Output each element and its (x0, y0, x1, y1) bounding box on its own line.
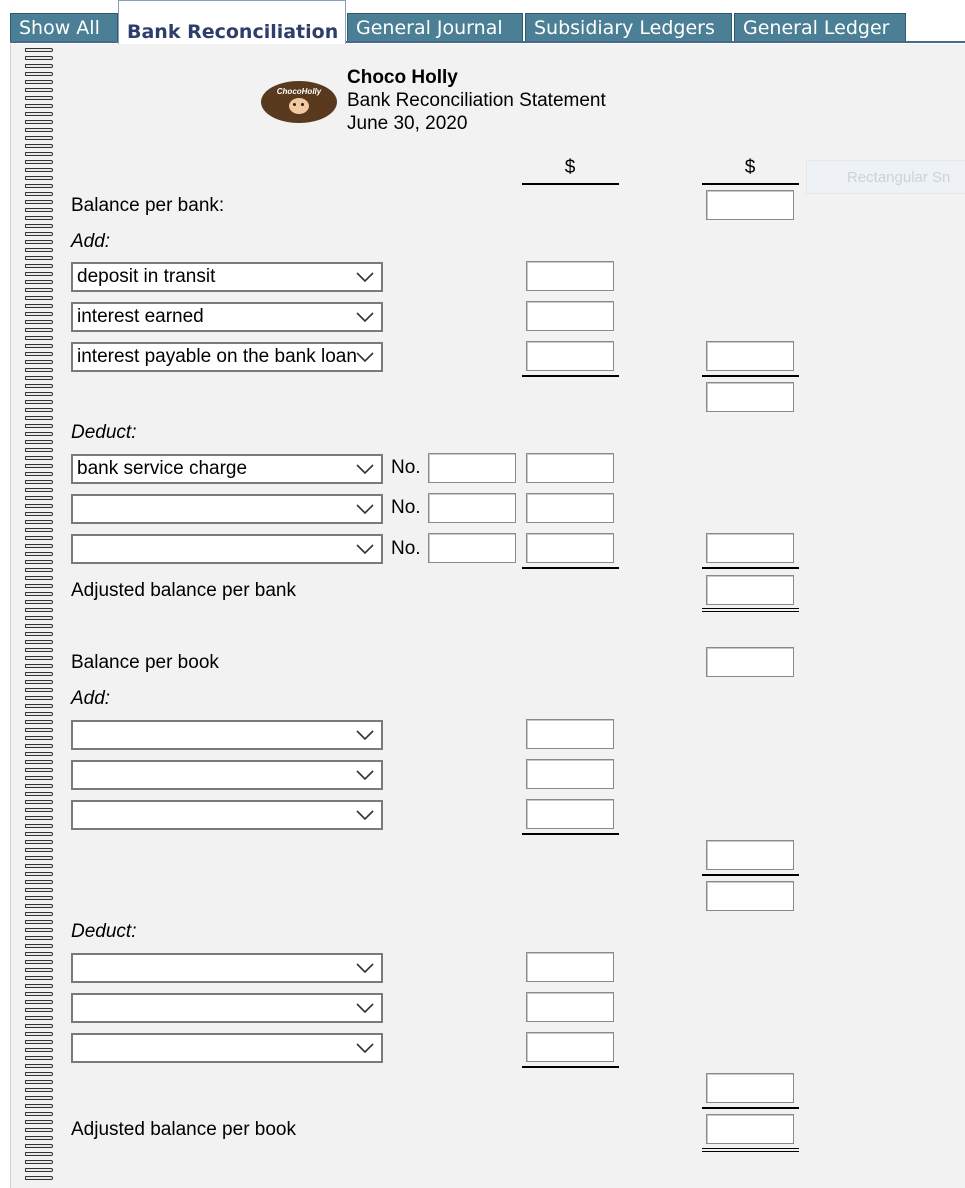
spiral-coil (25, 64, 53, 68)
spiral-coil (25, 128, 53, 132)
spiral-coil (25, 1160, 53, 1164)
logo-mascot-icon (289, 98, 309, 114)
spiral-coil (25, 864, 53, 868)
book-deduct-subtotal-rule (522, 1066, 619, 1068)
logo-text: ChocoHolly (276, 87, 322, 96)
spiral-coil (25, 240, 53, 244)
spiral-coil (25, 696, 53, 700)
spiral-coil (25, 344, 53, 348)
book-deduct-select-1[interactable] (71, 953, 383, 983)
spiral-coil (25, 832, 53, 836)
chevron-down-icon (355, 496, 375, 522)
spiral-coil (25, 1088, 53, 1092)
spiral-coil (25, 104, 53, 108)
spiral-coil (25, 136, 53, 140)
adjusted-balance-bank-label: Adjusted balance per bank (71, 580, 296, 601)
spiral-coil (25, 904, 53, 908)
chevron-down-icon (355, 344, 375, 370)
spiral-coil (25, 856, 53, 860)
spiral-coil (25, 1008, 53, 1012)
spiral-coil (25, 360, 53, 364)
spiral-coil (25, 312, 53, 316)
spiral-coil (25, 888, 53, 892)
bank-deduct-label: Deduct: (71, 422, 137, 443)
tab-bank-reconciliation[interactable]: Bank Reconciliation (118, 0, 346, 44)
book-add-select-2[interactable] (71, 760, 383, 790)
spiral-coil (25, 736, 53, 740)
cheque-no-label-2: No. (391, 497, 421, 518)
spiral-coil (25, 1096, 53, 1100)
chevron-down-icon (355, 264, 375, 290)
bank-deduct-total-rule (702, 567, 799, 569)
spiral-coil (25, 1144, 53, 1148)
bank-add-select-3-value: interest payable on the bank loan (77, 346, 357, 367)
spiral-coil (25, 416, 53, 420)
cheque-no-input-3[interactable] (428, 533, 516, 563)
column-rule-left (522, 183, 619, 185)
book-add-subtotal-rule (522, 833, 619, 835)
bank-deduct-select-1-value: bank service charge (77, 458, 248, 479)
cheque-no-input-1[interactable] (428, 453, 516, 483)
spiral-coil (25, 120, 53, 124)
spiral-coil (25, 280, 53, 284)
chevron-down-icon (355, 456, 375, 482)
bank-deduct-subtotal-rule (522, 567, 619, 569)
book-add-select-3[interactable] (71, 800, 383, 830)
spiral-coil (25, 712, 53, 716)
spiral-coil (25, 432, 53, 436)
spiral-coil (25, 752, 53, 756)
spiral-coil (25, 456, 53, 460)
column-currency-right: $ (744, 157, 756, 178)
tab-general-ledger[interactable]: General Ledger (734, 13, 906, 41)
bank-add-subtotal-rule (522, 375, 619, 377)
spiral-coil (25, 1128, 53, 1132)
bank-subtotal-input[interactable] (706, 382, 794, 412)
spiral-coil (25, 520, 53, 524)
bank-deduct-total-input[interactable] (706, 533, 794, 563)
spiral-coil (25, 552, 53, 556)
spiral-coil (25, 672, 53, 676)
bank-add-select-1-value: deposit in transit (77, 266, 216, 287)
spiral-coil (25, 336, 53, 340)
spiral-coil (25, 728, 53, 732)
spiral-coil (25, 408, 53, 412)
spiral-coil (25, 720, 53, 724)
rectangular-snip-overlay: Rectangular Sn (806, 160, 965, 194)
bank-deduct-amount-1[interactable] (526, 453, 614, 483)
chevron-down-icon (355, 995, 375, 1021)
book-deduct-select-2[interactable] (71, 993, 383, 1023)
spiral-coil (25, 976, 53, 980)
bank-deduct-amount-2[interactable] (526, 493, 614, 523)
spiral-coil (25, 760, 53, 764)
spiral-coil (25, 1152, 53, 1156)
spiral-coil (25, 920, 53, 924)
cheque-no-label-3: No. (391, 538, 421, 559)
spiral-coil (25, 440, 53, 444)
spiral-binding (11, 44, 59, 1188)
balance-per-bank-label: Balance per bank: (71, 195, 225, 216)
bank-add-total-rule (702, 375, 799, 377)
cheque-no-label-1: No. (391, 457, 421, 478)
spiral-coil (25, 48, 53, 52)
spiral-coil (25, 424, 53, 428)
bank-add-label: Add: (71, 231, 111, 252)
spiral-coil (25, 160, 53, 164)
book-deduct-total-rule (702, 1107, 799, 1109)
spiral-coil (25, 640, 53, 644)
tab-general-journal[interactable]: General Journal (347, 13, 523, 41)
spiral-coil (25, 1104, 53, 1108)
bank-add-amount-3[interactable] (526, 341, 614, 371)
book-deduct-amount-1[interactable] (526, 952, 614, 982)
spiral-coil (25, 704, 53, 708)
spiral-coil (25, 960, 53, 964)
spiral-coil (25, 800, 53, 804)
spiral-coil (25, 776, 53, 780)
spiral-coil (25, 584, 53, 588)
spiral-coil (25, 568, 53, 572)
spiral-coil (25, 624, 53, 628)
adjusted-balance-bank-input[interactable] (706, 575, 794, 605)
bank-add-select-3[interactable] (71, 342, 383, 372)
spiral-coil (25, 488, 53, 492)
adjusted-balance-book-label: Adjusted balance per book (71, 1119, 296, 1140)
spiral-coil (25, 248, 53, 252)
chevron-down-icon (355, 1035, 375, 1061)
spiral-coil (25, 464, 53, 468)
chevron-down-icon (355, 762, 375, 788)
spiral-coil (25, 192, 53, 196)
spiral-coil (25, 80, 53, 84)
spiral-coil (25, 1040, 53, 1044)
spiral-coil (25, 1048, 53, 1052)
spiral-coil (25, 88, 53, 92)
spiral-coil (25, 896, 53, 900)
spiral-coil (25, 224, 53, 228)
book-subtotal-input[interactable] (706, 881, 794, 911)
spiral-coil (25, 328, 53, 332)
spiral-coil (25, 96, 53, 100)
spiral-coil (25, 208, 53, 212)
bank-add-select-1[interactable] (71, 262, 383, 292)
spiral-coil (25, 272, 53, 276)
spiral-coil (25, 496, 53, 500)
spiral-coil (25, 320, 53, 324)
spiral-coil (25, 632, 53, 636)
spiral-coil (25, 984, 53, 988)
spiral-coil (25, 480, 53, 484)
spiral-coil (25, 912, 53, 916)
spiral-coil (25, 304, 53, 308)
spiral-coil (25, 1080, 53, 1084)
spiral-coil (25, 784, 53, 788)
book-add-amount-2[interactable] (526, 759, 614, 789)
spiral-coil (25, 1176, 53, 1180)
spiral-coil (25, 768, 53, 772)
spiral-coil (25, 928, 53, 932)
spiral-coil (25, 872, 53, 876)
spiral-coil (25, 656, 53, 660)
adjusted-balance-bank-double-rule (702, 608, 799, 612)
reconciliation-worksheet (10, 44, 965, 1188)
book-deduct-label: Deduct: (71, 921, 137, 942)
spiral-coil (25, 472, 53, 476)
spiral-coil (25, 296, 53, 300)
spiral-coil (25, 936, 53, 940)
bank-add-amount-2[interactable] (526, 301, 614, 331)
spiral-coil (25, 1120, 53, 1124)
spiral-coil (25, 1016, 53, 1020)
book-add-amount-1[interactable] (526, 719, 614, 749)
spiral-coil (25, 176, 53, 180)
spiral-coil (25, 1136, 53, 1140)
spiral-coil (25, 1072, 53, 1076)
chevron-down-icon (355, 802, 375, 828)
spiral-coil (25, 144, 53, 148)
spiral-coil (25, 288, 53, 292)
bank-add-select-2-value: interest earned (77, 306, 204, 327)
chevron-down-icon (355, 304, 375, 330)
spiral-coil (25, 1168, 53, 1172)
bank-deduct-select-2[interactable] (71, 494, 383, 524)
spiral-coil (25, 392, 53, 396)
spiral-coil (25, 200, 53, 204)
spiral-coil (25, 816, 53, 820)
company-name: Choco Holly (347, 67, 458, 88)
bank-deduct-select-3[interactable] (71, 534, 383, 564)
spiral-coil (25, 840, 53, 844)
spiral-coil (25, 512, 53, 516)
spiral-coil (25, 968, 53, 972)
statement-title: Bank Reconciliation Statement (347, 90, 606, 111)
balance-per-bank-input[interactable] (706, 190, 794, 220)
spiral-coil (25, 504, 53, 508)
book-deduct-amount-3[interactable] (526, 1032, 614, 1062)
column-currency-left: $ (564, 157, 576, 178)
spiral-coil (25, 808, 53, 812)
spiral-coil (25, 56, 53, 60)
company-logo (261, 81, 337, 123)
spiral-coil (25, 368, 53, 372)
balance-per-book-input[interactable] (706, 647, 794, 677)
chevron-down-icon (355, 536, 375, 562)
spiral-coil (25, 560, 53, 564)
spiral-coil (25, 1032, 53, 1036)
book-deduct-total-input[interactable] (706, 1073, 794, 1103)
spiral-coil (25, 944, 53, 948)
spiral-coil (25, 992, 53, 996)
spiral-coil (25, 648, 53, 652)
spiral-coil (25, 216, 53, 220)
column-rule-right (702, 183, 799, 185)
spiral-coil (25, 688, 53, 692)
spiral-coil (25, 1056, 53, 1060)
cheque-no-input-2[interactable] (428, 493, 516, 523)
tab-subsidiary-ledgers[interactable]: Subsidiary Ledgers (525, 13, 732, 41)
spiral-coil (25, 376, 53, 380)
spiral-coil (25, 848, 53, 852)
tab-show-all[interactable]: Show All (10, 13, 118, 41)
spiral-coil (25, 384, 53, 388)
bank-add-amount-1[interactable] (526, 261, 614, 291)
book-add-total-rule (702, 874, 799, 876)
spiral-coil (25, 544, 53, 548)
chevron-down-icon (355, 722, 375, 748)
bank-deduct-amount-3[interactable] (526, 533, 614, 563)
spiral-coil (25, 664, 53, 668)
tab-bar (0, 0, 965, 44)
spiral-coil (25, 1024, 53, 1028)
spiral-coil (25, 1064, 53, 1068)
spiral-coil (25, 792, 53, 796)
spiral-coil (25, 536, 53, 540)
book-add-amount-3[interactable] (526, 799, 614, 829)
book-add-select-1[interactable] (71, 720, 383, 750)
book-add-total-input[interactable] (706, 840, 794, 870)
statement-date: June 30, 2020 (347, 113, 468, 134)
spiral-coil (25, 448, 53, 452)
balance-per-book-label: Balance per book (71, 652, 219, 673)
spiral-coil (25, 680, 53, 684)
book-deduct-select-3[interactable] (71, 1033, 383, 1063)
book-add-label: Add: (71, 688, 111, 709)
spiral-coil (25, 168, 53, 172)
spiral-coil (25, 880, 53, 884)
spiral-coil (25, 616, 53, 620)
spiral-coil (25, 400, 53, 404)
spiral-coil (25, 952, 53, 956)
spiral-coil (25, 352, 53, 356)
spiral-coil (25, 744, 53, 748)
spiral-coil (25, 608, 53, 612)
spiral-coil (25, 576, 53, 580)
spiral-coil (25, 264, 53, 268)
chevron-down-icon (355, 955, 375, 981)
spiral-coil (25, 152, 53, 156)
spiral-coil (25, 256, 53, 260)
spiral-coil (25, 1112, 53, 1116)
spiral-coil (25, 1000, 53, 1004)
bank-deduct-select-1[interactable] (71, 454, 383, 484)
spiral-coil (25, 824, 53, 828)
spiral-coil (25, 592, 53, 596)
spiral-coil (25, 528, 53, 532)
spiral-coil (25, 112, 53, 116)
spiral-coil (25, 184, 53, 188)
book-deduct-amount-2[interactable] (526, 992, 614, 1022)
spiral-coil (25, 72, 53, 76)
spiral-coil (25, 232, 53, 236)
adjusted-balance-book-input[interactable] (706, 1114, 794, 1144)
bank-add-select-2[interactable] (71, 302, 383, 332)
adjusted-balance-book-double-rule (702, 1148, 799, 1152)
bank-add-total-input[interactable] (706, 341, 794, 371)
spiral-coil (25, 600, 53, 604)
